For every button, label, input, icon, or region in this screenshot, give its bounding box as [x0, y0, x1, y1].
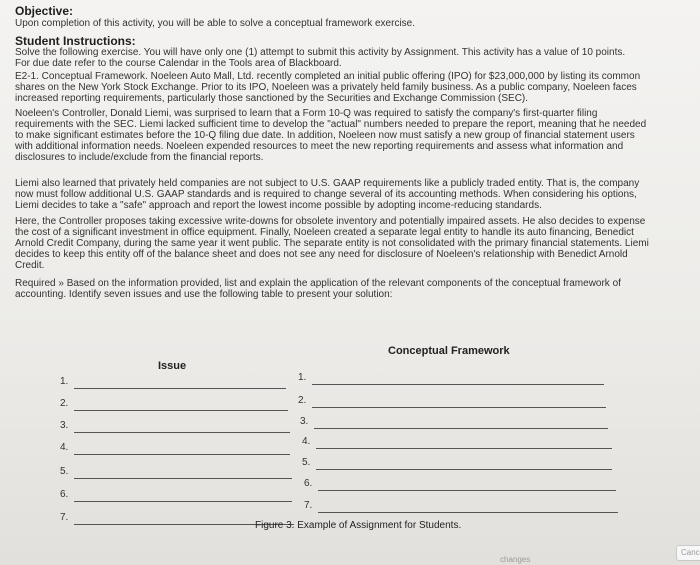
objective-heading: Objective:	[15, 4, 74, 18]
exercise-paragraph-3: Liemi also learned that privately held companies are not subject to U.S. GAAP requirements like a publicly traded entity. That is, the company now must follow additional U.S. GAAP standards and is required to change several of its accounting methods. When considering his options, Liemi decides to take a "safe" approach and report the lowest income possible by adopting income-reducing standards.	[15, 178, 640, 211]
framework-answer-line[interactable]	[316, 469, 612, 470]
framework-row-number: 3.	[300, 416, 309, 427]
cancel-button[interactable]: Canc	[676, 545, 700, 561]
issue-row-number: 2.	[60, 398, 69, 409]
framework-row-number: 6.	[304, 478, 313, 489]
framework-row[interactable]	[304, 500, 618, 514]
figure-caption: Figure 3. Example of Assignment for Students.	[255, 520, 462, 531]
framework-answer-line[interactable]	[312, 384, 604, 385]
issue-row-number: 6.	[60, 489, 69, 500]
issue-answer-line[interactable]	[74, 501, 292, 502]
framework-row-number: 2.	[298, 395, 307, 406]
issue-answer-line[interactable]	[74, 478, 292, 479]
framework-answer-line[interactable]	[318, 512, 618, 513]
issue-row-number: 4.	[60, 442, 69, 453]
issue-row-number: 7.	[60, 512, 69, 523]
issue-row-number: 1.	[60, 376, 69, 387]
issue-row[interactable]	[60, 420, 290, 434]
framework-answer-line[interactable]	[316, 448, 612, 449]
framework-row[interactable]	[298, 395, 606, 409]
issue-column-header: Issue	[158, 360, 187, 372]
exercise-paragraph-1: E2-1. Conceptual Framework. Noeleen Auto Mall, Ltd. recently completed an initial public offering (IPO) for $23,000,000 by listing its common shares on the New York Stock Exchange. Prior to its IPO, Noeleen was a privately held family business. As a public company, Noeleen faces increased reporting requirements, particularly those sanctioned by the Securities and Exchange Commission (SEC).	[15, 71, 641, 104]
issue-answer-line[interactable]	[74, 388, 286, 389]
required-paragraph: Required » Based on the information provided, list and explain the application of the relevant components of the conceptual framework of accounting. Identify seven issues and use the following table to present your solution:	[15, 278, 621, 300]
framework-answer-line[interactable]	[312, 407, 606, 408]
framework-row[interactable]	[304, 478, 616, 492]
bottom-hint-text: changes	[500, 555, 531, 564]
issue-row[interactable]	[60, 489, 292, 503]
issue-answer-line[interactable]	[74, 410, 288, 411]
instruction-paragraph-1: Solve the following exercise. You will have only one (1) attempt to submit this activity by Assignment. This activity has a value of 10 points.	[15, 47, 626, 58]
issue-row[interactable]	[60, 442, 290, 456]
exercise-paragraph-2: Noeleen's Controller, Donald Liemi, was surprised to learn that a Form 10-Q was required to satisfy the company's first-quarter filing requirements with the SEC. Liemi lacked sufficient time to develop the "actual" numbers needed to prepare the report, meaning that he needed to make significant estimates before the 10-Q filing due date. In addition, Noeleen now must satisfy a new group of financial statement users with additional information needs. Noeleen expended resources to meet the new reporting requirements and assess what information and disclosures to include/exclude from the financial reports.	[15, 108, 647, 163]
framework-row[interactable]	[298, 372, 604, 386]
instructions-heading: Student Instructions:	[15, 34, 136, 48]
objective-text: Upon completion of this activity, you will be able to solve a conceptual framework exercise.	[15, 18, 416, 29]
issue-answer-line[interactable]	[74, 454, 290, 455]
issue-row[interactable]	[60, 398, 288, 412]
framework-row-number: 4.	[302, 436, 311, 447]
issue-answer-line[interactable]	[74, 432, 290, 433]
framework-row[interactable]	[302, 457, 612, 471]
instruction-paragraph-2: For due date refer to the course Calendar in the Tools area of Blackboard.	[15, 58, 342, 69]
issue-row-number: 3.	[60, 420, 69, 431]
issue-row[interactable]	[60, 466, 292, 480]
framework-row[interactable]	[302, 436, 612, 450]
issue-row[interactable]	[60, 376, 286, 390]
framework-row-number: 1.	[298, 372, 307, 383]
framework-answer-line[interactable]	[314, 428, 608, 429]
issue-row-number: 5.	[60, 466, 69, 477]
exercise-paragraph-4: Here, the Controller proposes taking excessive write-downs for obsolete inventory and potentially impaired assets. He also decides to expense the cost of a significant investment in office equipment. Finally, Noeleen created a separate legal entity to handle its auto financing, Benedict Arnold Credit Company, during the same year it went public. The separate entity is not consolidated with the primary financial statements. Liemi decides to keep this entity off of the balance sheet and does not see any need for disclosure of Noeleen's relationship with Benedict Arnold Credit.	[15, 216, 649, 271]
framework-row-number: 5.	[302, 457, 311, 468]
framework-column-header: Conceptual Framework	[388, 345, 510, 357]
framework-row[interactable]	[300, 416, 608, 430]
framework-answer-line[interactable]	[318, 490, 616, 491]
framework-row-number: 7.	[304, 500, 313, 511]
